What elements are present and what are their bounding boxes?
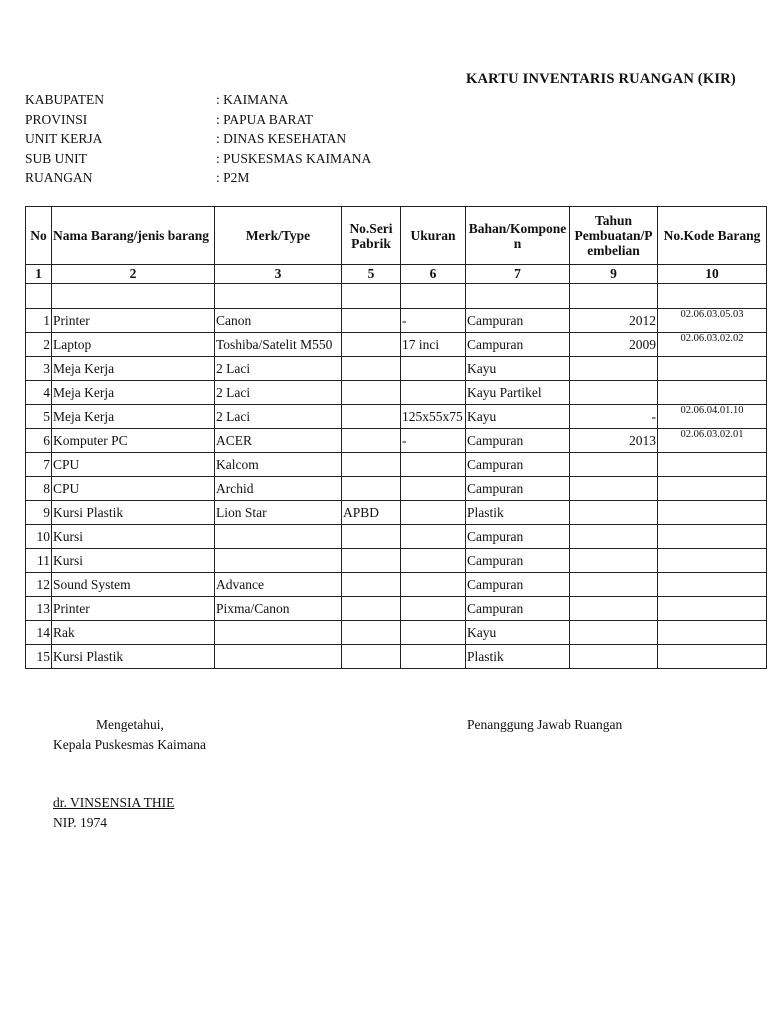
cell-merk: Toshiba/Satelit M550: [215, 333, 342, 357]
cell-bahan: Campuran: [466, 573, 570, 597]
cell-nama: Rak: [52, 621, 215, 645]
cell-no: 11: [26, 549, 52, 573]
cell-bahan: Campuran: [466, 525, 570, 549]
cell-no: 5: [26, 405, 52, 429]
cell-kode: [658, 549, 767, 573]
cell-merk: [215, 525, 342, 549]
cell-bahan: Kayu: [466, 357, 570, 381]
cell-seri: [342, 645, 401, 669]
cell-tahun: [570, 621, 658, 645]
table-row: [26, 597, 767, 621]
cell-seri: [342, 333, 401, 357]
cell-no: 15: [26, 645, 52, 669]
cell-merk: Archid: [215, 477, 342, 501]
cell-seri: [342, 429, 401, 453]
cell-nama: Meja Kerja: [52, 405, 215, 429]
info-row-unit-kerja: [25, 129, 371, 149]
cell-merk: [215, 621, 342, 645]
cell-bahan: Campuran: [466, 309, 570, 333]
cell-bahan: Campuran: [466, 477, 570, 501]
cell-seri: [342, 549, 401, 573]
col-number: 6: [401, 265, 466, 284]
info-label: RUANGAN: [25, 170, 93, 186]
cell-kode: [658, 477, 767, 501]
table-row: [26, 525, 767, 549]
info-label: UNIT KERJA: [25, 131, 103, 147]
cell-ukuran: [401, 597, 466, 621]
cell-merk: 2 Laci: [215, 405, 342, 429]
cell-tahun: [570, 357, 658, 381]
cell-ukuran: 125x55x75: [401, 405, 466, 429]
info-row-ruangan: [25, 168, 371, 188]
table-row: [26, 405, 767, 429]
cell-nama: CPU: [52, 453, 215, 477]
blank-cell: [342, 284, 401, 309]
info-value: : DINAS KESEHATAN: [216, 131, 347, 147]
cell-nama: Kursi Plastik: [52, 645, 215, 669]
cell-merk: 2 Laci: [215, 381, 342, 405]
info-row-sub-unit: [25, 149, 371, 169]
col-number: 9: [570, 265, 658, 284]
cell-merk: Kalcom: [215, 453, 342, 477]
cell-no: 2: [26, 333, 52, 357]
cell-bahan: Campuran: [466, 549, 570, 573]
cell-bahan: Campuran: [466, 453, 570, 477]
info-value: : PUSKESMAS KAIMANA: [216, 150, 372, 166]
cell-tahun: -: [570, 405, 658, 429]
cell-nama: Kursi Plastik: [52, 501, 215, 525]
cell-merk: ACER: [215, 429, 342, 453]
table-row: [26, 309, 767, 333]
cell-merk: Canon: [215, 309, 342, 333]
cell-seri: [342, 621, 401, 645]
cell-bahan: Campuran: [466, 429, 570, 453]
col-number: 7: [466, 265, 570, 284]
cell-tahun: [570, 597, 658, 621]
info-label: SUB UNIT: [25, 150, 87, 166]
header-kode: No.Kode Barang: [658, 207, 767, 265]
kepala-label: Kepala Puskesmas Kaimana: [53, 737, 206, 752]
cell-nama: Kursi: [52, 549, 215, 573]
cell-ukuran: -: [401, 429, 466, 453]
cell-tahun: [570, 453, 658, 477]
blank-cell: [215, 284, 342, 309]
cell-merk: Lion Star: [215, 501, 342, 525]
blank-cell: [658, 284, 767, 309]
cell-ukuran: -: [401, 309, 466, 333]
cell-nama: Komputer PC: [52, 429, 215, 453]
blank-cell: [466, 284, 570, 309]
table-row: [26, 573, 767, 597]
cell-kode: [658, 597, 767, 621]
table-row: [26, 429, 767, 453]
cell-bahan: Kayu Partikel: [466, 381, 570, 405]
cell-tahun: [570, 549, 658, 573]
header-nama: Nama Barang/jenis barang: [52, 207, 215, 265]
table-row: [26, 645, 767, 669]
inventory-body: [26, 309, 767, 669]
cell-kode: [658, 357, 767, 381]
cell-ukuran: [401, 525, 466, 549]
cell-bahan: Kayu: [466, 405, 570, 429]
cell-seri: [342, 405, 401, 429]
cell-seri: [342, 357, 401, 381]
cell-kode: 02.06.03.02.02: [658, 333, 767, 357]
cell-nama: Meja Kerja: [52, 357, 215, 381]
document-title: KARTU INVENTARIS RUANGAN (KIR): [466, 71, 736, 87]
inventory-table: [25, 206, 767, 669]
header-seri: No.Seri Pabrik: [342, 207, 401, 265]
info-row-kabupaten: [25, 90, 371, 110]
col-number: 1: [26, 265, 52, 284]
cell-ukuran: [401, 621, 466, 645]
signatory-nip: NIP. 1974: [53, 815, 108, 830]
cell-nama: Meja Kerja: [52, 381, 215, 405]
cell-ukuran: [401, 549, 466, 573]
cell-ukuran: 17 inci: [401, 333, 466, 357]
col-number: 5: [342, 265, 401, 284]
cell-bahan: Campuran: [466, 333, 570, 357]
cell-nama: Printer: [52, 309, 215, 333]
info-value: : KAIMANA: [216, 92, 289, 107]
cell-kode: [658, 501, 767, 525]
table-row: [26, 333, 767, 357]
cell-no: 13: [26, 597, 52, 621]
cell-no: 8: [26, 477, 52, 501]
table-row: [26, 453, 767, 477]
cell-no: 3: [26, 357, 52, 381]
col-number: 3: [215, 265, 342, 284]
cell-ukuran: [401, 501, 466, 525]
info-row-provinsi: [25, 110, 371, 130]
blank-cell: [26, 284, 52, 309]
col-number: 2: [52, 265, 215, 284]
table-row: [26, 621, 767, 645]
cell-kode: 02.06.03.02.01: [658, 429, 767, 453]
cell-nama: CPU: [52, 477, 215, 501]
cell-tahun: [570, 381, 658, 405]
cell-seri: [342, 453, 401, 477]
blank-cell: [401, 284, 466, 309]
cell-tahun: [570, 645, 658, 669]
header-merk: Merk/Type: [215, 207, 342, 265]
header-bahan: Bahan/Kompone n: [466, 207, 570, 265]
cell-ukuran: [401, 573, 466, 597]
header-tahun: Tahun Pembuatan/P embelian: [570, 207, 658, 265]
cell-seri: [342, 381, 401, 405]
cell-kode: 02.06.04.01.10: [658, 405, 767, 429]
cell-nama: Printer: [52, 597, 215, 621]
cell-bahan: Plastik: [466, 645, 570, 669]
info-label: PROVINSI: [25, 111, 88, 127]
cell-nama: Sound System: [52, 573, 215, 597]
info-label: KABUPATEN: [25, 92, 105, 107]
cell-seri: [342, 597, 401, 621]
table-row: [26, 381, 767, 405]
cell-tahun: [570, 501, 658, 525]
cell-merk: Pixma/Canon: [215, 597, 342, 621]
blank-row: [26, 284, 767, 309]
cell-ukuran: [401, 477, 466, 501]
cell-seri: [342, 525, 401, 549]
blank-cell: [570, 284, 658, 309]
cell-ukuran: [401, 453, 466, 477]
cell-nama: Kursi: [52, 525, 215, 549]
cell-kode: [658, 573, 767, 597]
cell-no: 9: [26, 501, 52, 525]
cell-merk: [215, 645, 342, 669]
cell-kode: [658, 453, 767, 477]
table-row: [26, 477, 767, 501]
cell-merk: Advance: [215, 573, 342, 597]
cell-seri: [342, 477, 401, 501]
info-value: : PAPUA BARAT: [216, 111, 314, 127]
cell-no: 7: [26, 453, 52, 477]
cell-ukuran: [401, 645, 466, 669]
info-block: [25, 90, 371, 188]
signatory-name: dr. VINSENSIA THIE: [53, 795, 175, 810]
table-row: [26, 549, 767, 573]
cell-merk: 2 Laci: [215, 357, 342, 381]
header-no: No: [26, 207, 52, 265]
col-number: 10: [658, 265, 767, 284]
column-number-row: [26, 265, 767, 284]
cell-no: 1: [26, 309, 52, 333]
cell-tahun: 2013: [570, 429, 658, 453]
cell-bahan: Kayu: [466, 621, 570, 645]
header-row: [26, 207, 767, 265]
cell-bahan: Plastik: [466, 501, 570, 525]
cell-bahan: Campuran: [466, 597, 570, 621]
cell-no: 14: [26, 621, 52, 645]
cell-no: 6: [26, 429, 52, 453]
cell-kode: [658, 645, 767, 669]
cell-tahun: 2009: [570, 333, 658, 357]
cell-seri: [342, 573, 401, 597]
cell-merk: [215, 549, 342, 573]
header-ukuran: Ukuran: [401, 207, 466, 265]
mengetahui-label: Mengetahui,: [96, 717, 164, 732]
table-row: [26, 501, 767, 525]
cell-kode: [658, 381, 767, 405]
cell-no: 10: [26, 525, 52, 549]
cell-tahun: [570, 573, 658, 597]
cell-nama: Laptop: [52, 333, 215, 357]
penanggung-jawab-label: Penanggung Jawab Ruangan: [467, 717, 623, 732]
cell-tahun: 2012: [570, 309, 658, 333]
cell-kode: 02.06.03.05.03: [658, 309, 767, 333]
cell-ukuran: [401, 357, 466, 381]
table-row: [26, 357, 767, 381]
cell-no: 4: [26, 381, 52, 405]
cell-seri: APBD: [342, 501, 401, 525]
cell-no: 12: [26, 573, 52, 597]
info-value: : P2M: [216, 170, 250, 186]
cell-tahun: [570, 525, 658, 549]
cell-kode: [658, 621, 767, 645]
blank-cell: [52, 284, 215, 309]
cell-kode: [658, 525, 767, 549]
cell-ukuran: [401, 381, 466, 405]
cell-tahun: [570, 477, 658, 501]
cell-seri: [342, 309, 401, 333]
